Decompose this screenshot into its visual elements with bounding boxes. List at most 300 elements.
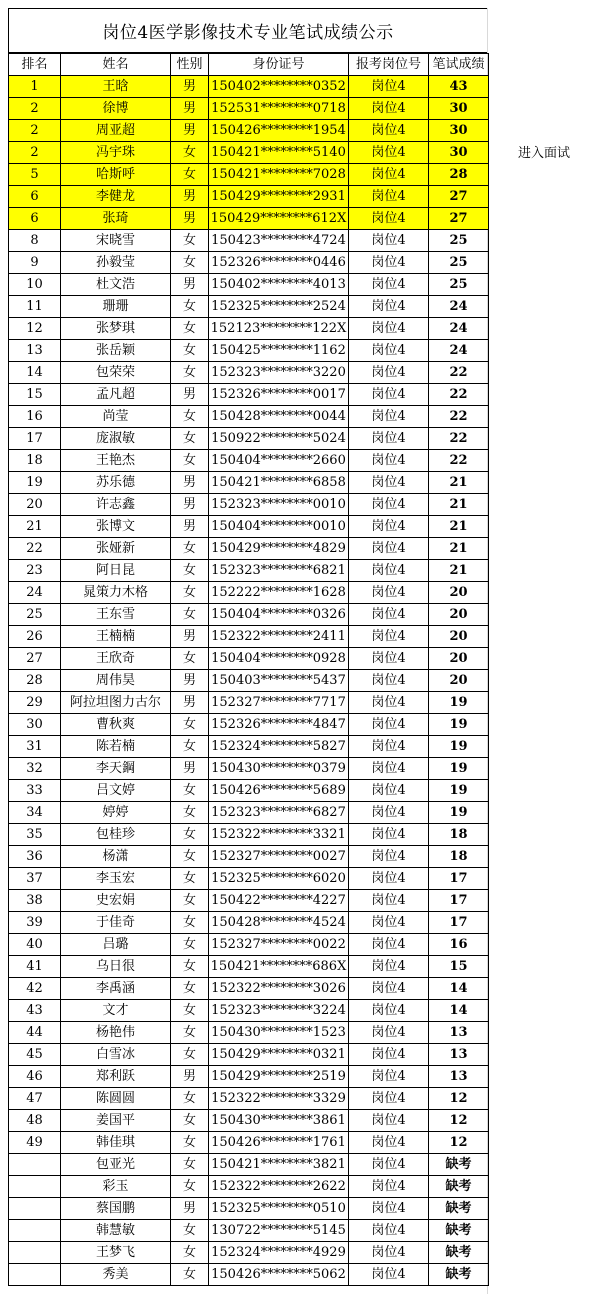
cell-gender[interactable]: 女 [171,956,209,978]
cell-post[interactable]: 岗位4 [349,1066,429,1088]
cell-post[interactable]: 岗位4 [349,142,429,164]
cell-gender[interactable]: 女 [171,1022,209,1044]
cell-score[interactable]: 17 [429,868,489,890]
cell-rank[interactable]: 2 [9,120,61,142]
cell-gender[interactable]: 女 [171,780,209,802]
cell-rank[interactable]: 9 [9,252,61,274]
cell-name[interactable]: 珊珊 [61,296,171,318]
cell-post[interactable]: 岗位4 [349,76,429,98]
cell-id-number[interactable]: 150404********0928 [209,648,349,670]
cell-id-number[interactable]: 150429********0321 [209,1044,349,1066]
cell-score[interactable]: 30 [429,142,489,164]
cell-gender[interactable]: 女 [171,824,209,846]
cell-id-number[interactable]: 152327********0027 [209,846,349,868]
cell-post[interactable]: 岗位4 [349,296,429,318]
cell-id-number[interactable]: 152325********2524 [209,296,349,318]
cell-gender[interactable]: 女 [171,1176,209,1198]
cell-id-number[interactable]: 150421********7028 [209,164,349,186]
cell-score[interactable]: 24 [429,340,489,362]
cell-post[interactable]: 岗位4 [349,802,429,824]
cell-post[interactable]: 岗位4 [349,450,429,472]
cell-score[interactable]: 22 [429,384,489,406]
cell-post[interactable]: 岗位4 [349,780,429,802]
cell-score[interactable]: 缺考 [429,1198,489,1220]
cell-post[interactable]: 岗位4 [349,164,429,186]
cell-rank[interactable]: 38 [9,890,61,912]
cell-id-number[interactable]: 150922********5024 [209,428,349,450]
cell-gender[interactable]: 女 [171,934,209,956]
cell-post[interactable]: 岗位4 [349,1154,429,1176]
cell-rank[interactable] [9,1264,61,1286]
cell-gender[interactable]: 女 [171,252,209,274]
header-name[interactable]: 姓名 [61,54,171,76]
cell-gender[interactable]: 男 [171,516,209,538]
cell-gender[interactable]: 女 [171,1154,209,1176]
cell-id-number[interactable]: 152325********6020 [209,868,349,890]
cell-score[interactable]: 22 [429,406,489,428]
cell-score[interactable]: 16 [429,934,489,956]
cell-score[interactable]: 14 [429,1000,489,1022]
cell-post[interactable]: 岗位4 [349,1242,429,1264]
cell-gender[interactable]: 女 [171,868,209,890]
cell-post[interactable]: 岗位4 [349,1000,429,1022]
cell-post[interactable]: 岗位4 [349,978,429,1000]
cell-name[interactable]: 阿日昆 [61,560,171,582]
cell-score[interactable]: 14 [429,978,489,1000]
cell-gender[interactable]: 男 [171,758,209,780]
cell-post[interactable]: 岗位4 [349,648,429,670]
cell-post[interactable]: 岗位4 [349,98,429,120]
cell-post[interactable]: 岗位4 [349,538,429,560]
cell-post[interactable]: 岗位4 [349,406,429,428]
cell-id-number[interactable]: 150430********0379 [209,758,349,780]
cell-score[interactable]: 24 [429,318,489,340]
cell-name[interactable]: 杜文浩 [61,274,171,296]
cell-rank[interactable]: 47 [9,1088,61,1110]
header-id-number[interactable]: 身份证号 [209,54,349,76]
header-post[interactable]: 报考岗位号 [349,54,429,76]
cell-rank[interactable]: 11 [9,296,61,318]
cell-rank[interactable]: 34 [9,802,61,824]
cell-gender[interactable]: 女 [171,450,209,472]
cell-name[interactable]: 李天鋼 [61,758,171,780]
cell-id-number[interactable]: 150426********1761 [209,1132,349,1154]
cell-id-number[interactable]: 150403********5437 [209,670,349,692]
cell-score[interactable]: 19 [429,802,489,824]
cell-id-number[interactable]: 150429********2931 [209,186,349,208]
cell-score[interactable]: 13 [429,1044,489,1066]
cell-id-number[interactable]: 150422********4227 [209,890,349,912]
cell-rank[interactable]: 8 [9,230,61,252]
cell-rank[interactable]: 2 [9,98,61,120]
cell-name[interactable]: 李禹涵 [61,978,171,1000]
cell-gender[interactable]: 男 [171,472,209,494]
cell-rank[interactable]: 10 [9,274,61,296]
cell-score[interactable]: 22 [429,428,489,450]
cell-name[interactable]: 张岳颖 [61,340,171,362]
cell-gender[interactable]: 女 [171,362,209,384]
cell-rank[interactable]: 16 [9,406,61,428]
cell-rank[interactable]: 39 [9,912,61,934]
cell-score[interactable]: 19 [429,714,489,736]
cell-post[interactable]: 岗位4 [349,604,429,626]
cell-score[interactable]: 43 [429,76,489,98]
cell-gender[interactable]: 男 [171,384,209,406]
cell-id-number[interactable]: 152324********4929 [209,1242,349,1264]
cell-gender[interactable]: 男 [171,76,209,98]
cell-name[interactable]: 庞淑敏 [61,428,171,450]
cell-id-number[interactable]: 152327********7717 [209,692,349,714]
cell-post[interactable]: 岗位4 [349,582,429,604]
cell-post[interactable]: 岗位4 [349,274,429,296]
cell-rank[interactable]: 20 [9,494,61,516]
cell-gender[interactable]: 女 [171,714,209,736]
cell-rank[interactable]: 18 [9,450,61,472]
cell-score[interactable]: 19 [429,758,489,780]
cell-gender[interactable]: 女 [171,1110,209,1132]
cell-name[interactable]: 王东雪 [61,604,171,626]
cell-rank[interactable]: 31 [9,736,61,758]
cell-post[interactable]: 岗位4 [349,1220,429,1242]
cell-score[interactable]: 18 [429,824,489,846]
cell-name[interactable]: 郑利跃 [61,1066,171,1088]
cell-name[interactable]: 苏乐德 [61,472,171,494]
cell-score[interactable]: 19 [429,780,489,802]
cell-post[interactable]: 岗位4 [349,318,429,340]
cell-id-number[interactable]: 150421********686X [209,956,349,978]
cell-rank[interactable]: 40 [9,934,61,956]
cell-rank[interactable]: 24 [9,582,61,604]
cell-rank[interactable] [9,1220,61,1242]
cell-id-number[interactable]: 150429********2519 [209,1066,349,1088]
cell-id-number[interactable]: 152323********3224 [209,1000,349,1022]
cell-gender[interactable]: 男 [171,274,209,296]
cell-id-number[interactable]: 152323********6827 [209,802,349,824]
cell-name[interactable]: 张娅新 [61,538,171,560]
cell-name[interactable]: 史宏娟 [61,890,171,912]
cell-gender[interactable]: 男 [171,98,209,120]
cell-gender[interactable]: 女 [171,978,209,1000]
cell-name[interactable]: 杨艳伟 [61,1022,171,1044]
cell-score[interactable]: 13 [429,1022,489,1044]
cell-rank[interactable]: 41 [9,956,61,978]
cell-rank[interactable]: 6 [9,208,61,230]
cell-rank[interactable]: 43 [9,1000,61,1022]
cell-id-number[interactable]: 152322********2411 [209,626,349,648]
header-gender[interactable]: 性别 [171,54,209,76]
cell-rank[interactable]: 5 [9,164,61,186]
cell-rank[interactable]: 26 [9,626,61,648]
cell-id-number[interactable]: 150426********1954 [209,120,349,142]
cell-id-number[interactable]: 152123********122X [209,318,349,340]
cell-id-number[interactable]: 152322********3321 [209,824,349,846]
cell-post[interactable]: 岗位4 [349,846,429,868]
cell-id-number[interactable]: 150402********4013 [209,274,349,296]
cell-gender[interactable]: 女 [171,164,209,186]
cell-name[interactable]: 蔡国鹏 [61,1198,171,1220]
cell-score[interactable]: 27 [429,208,489,230]
cell-name[interactable]: 尚莹 [61,406,171,428]
cell-score[interactable]: 21 [429,538,489,560]
cell-name[interactable]: 王晗 [61,76,171,98]
cell-name[interactable]: 乌日很 [61,956,171,978]
cell-name[interactable]: 白雪冰 [61,1044,171,1066]
cell-post[interactable]: 岗位4 [349,472,429,494]
cell-gender[interactable]: 女 [171,1132,209,1154]
cell-gender[interactable]: 男 [171,670,209,692]
cell-name[interactable]: 晁策力木格 [61,582,171,604]
cell-score[interactable]: 22 [429,362,489,384]
cell-gender[interactable]: 女 [171,846,209,868]
cell-gender[interactable]: 女 [171,802,209,824]
cell-score[interactable]: 20 [429,670,489,692]
cell-rank[interactable]: 25 [9,604,61,626]
cell-score[interactable]: 缺考 [429,1176,489,1198]
cell-name[interactable]: 包荣荣 [61,362,171,384]
cell-gender[interactable]: 女 [171,230,209,252]
cell-name[interactable]: 周伟昊 [61,670,171,692]
cell-name[interactable]: 孟凡超 [61,384,171,406]
cell-id-number[interactable]: 150429********612X [209,208,349,230]
cell-name[interactable]: 王欣奇 [61,648,171,670]
cell-rank[interactable]: 30 [9,714,61,736]
cell-post[interactable]: 岗位4 [349,1022,429,1044]
cell-score[interactable]: 18 [429,846,489,868]
cell-gender[interactable]: 男 [171,692,209,714]
cell-rank[interactable]: 32 [9,758,61,780]
cell-name[interactable]: 姜国平 [61,1110,171,1132]
cell-name[interactable]: 陈圆圆 [61,1088,171,1110]
cell-gender[interactable]: 男 [171,208,209,230]
cell-id-number[interactable]: 150429********4829 [209,538,349,560]
cell-post[interactable]: 岗位4 [349,670,429,692]
cell-name[interactable]: 曹秋爽 [61,714,171,736]
cell-id-number[interactable]: 150402********0352 [209,76,349,98]
cell-name[interactable]: 文才 [61,1000,171,1022]
cell-id-number[interactable]: 150404********0010 [209,516,349,538]
cell-id-number[interactable]: 150404********0326 [209,604,349,626]
header-score[interactable]: 笔试成绩 [429,54,489,76]
cell-score[interactable]: 21 [429,516,489,538]
cell-score[interactable]: 22 [429,450,489,472]
cell-rank[interactable]: 36 [9,846,61,868]
cell-gender[interactable]: 男 [171,1066,209,1088]
cell-name[interactable]: 韩慧敏 [61,1220,171,1242]
cell-id-number[interactable]: 152322********3329 [209,1088,349,1110]
cell-name[interactable]: 张博文 [61,516,171,538]
cell-rank[interactable]: 6 [9,186,61,208]
cell-post[interactable]: 岗位4 [349,186,429,208]
cell-rank[interactable]: 23 [9,560,61,582]
cell-rank[interactable]: 14 [9,362,61,384]
cell-name[interactable]: 于佳奇 [61,912,171,934]
cell-gender[interactable]: 女 [171,1242,209,1264]
cell-gender[interactable]: 男 [171,1198,209,1220]
cell-rank[interactable]: 49 [9,1132,61,1154]
cell-post[interactable]: 岗位4 [349,362,429,384]
cell-rank[interactable] [9,1176,61,1198]
cell-id-number[interactable]: 152324********5827 [209,736,349,758]
cell-score[interactable]: 28 [429,164,489,186]
cell-rank[interactable]: 22 [9,538,61,560]
cell-gender[interactable]: 女 [171,1088,209,1110]
cell-score[interactable]: 20 [429,582,489,604]
cell-id-number[interactable]: 152326********0446 [209,252,349,274]
cell-post[interactable]: 岗位4 [349,1264,429,1286]
cell-score[interactable]: 缺考 [429,1242,489,1264]
cell-post[interactable]: 岗位4 [349,714,429,736]
cell-gender[interactable]: 女 [171,1264,209,1286]
cell-name[interactable]: 张梦琪 [61,318,171,340]
cell-score[interactable]: 19 [429,692,489,714]
cell-id-number[interactable]: 152322********3026 [209,978,349,1000]
cell-id-number[interactable]: 152323********0010 [209,494,349,516]
cell-id-number[interactable]: 152222********1628 [209,582,349,604]
cell-rank[interactable]: 28 [9,670,61,692]
cell-score[interactable]: 12 [429,1132,489,1154]
cell-name[interactable]: 韩佳琪 [61,1132,171,1154]
cell-gender[interactable]: 女 [171,142,209,164]
cell-id-number[interactable]: 150430********1523 [209,1022,349,1044]
cell-score[interactable]: 12 [429,1110,489,1132]
cell-id-number[interactable]: 152326********0017 [209,384,349,406]
cell-post[interactable]: 岗位4 [349,1110,429,1132]
cell-name[interactable]: 陈若楠 [61,736,171,758]
cell-score[interactable]: 17 [429,912,489,934]
cell-name[interactable]: 张琦 [61,208,171,230]
cell-gender[interactable]: 男 [171,120,209,142]
cell-name[interactable]: 吕璐 [61,934,171,956]
cell-name[interactable]: 冯宇珠 [61,142,171,164]
cell-id-number[interactable]: 150428********0044 [209,406,349,428]
cell-post[interactable]: 岗位4 [349,890,429,912]
cell-score[interactable]: 19 [429,736,489,758]
cell-rank[interactable]: 44 [9,1022,61,1044]
cell-id-number[interactable]: 150421********5140 [209,142,349,164]
cell-name[interactable]: 王楠楠 [61,626,171,648]
cell-score[interactable]: 30 [429,98,489,120]
cell-gender[interactable]: 女 [171,1220,209,1242]
cell-rank[interactable] [9,1242,61,1264]
cell-name[interactable]: 彩玉 [61,1176,171,1198]
cell-score[interactable]: 20 [429,648,489,670]
cell-gender[interactable]: 女 [171,912,209,934]
cell-name[interactable]: 吕文婷 [61,780,171,802]
cell-post[interactable]: 岗位4 [349,516,429,538]
cell-gender[interactable]: 男 [171,494,209,516]
cell-post[interactable]: 岗位4 [349,428,429,450]
cell-rank[interactable]: 35 [9,824,61,846]
cell-post[interactable]: 岗位4 [349,340,429,362]
cell-gender[interactable]: 男 [171,626,209,648]
cell-score[interactable]: 15 [429,956,489,978]
cell-post[interactable]: 岗位4 [349,208,429,230]
cell-gender[interactable]: 女 [171,604,209,626]
cell-score[interactable]: 缺考 [429,1264,489,1286]
cell-gender[interactable]: 女 [171,582,209,604]
cell-name[interactable]: 宋晓雪 [61,230,171,252]
cell-gender[interactable]: 女 [171,736,209,758]
cell-score[interactable]: 17 [429,890,489,912]
cell-id-number[interactable]: 152327********0022 [209,934,349,956]
header-rank[interactable]: 排名 [9,54,61,76]
cell-id-number[interactable]: 152322********2622 [209,1176,349,1198]
cell-score[interactable]: 21 [429,472,489,494]
cell-post[interactable]: 岗位4 [349,824,429,846]
cell-rank[interactable]: 12 [9,318,61,340]
cell-post[interactable]: 岗位4 [349,120,429,142]
cell-post[interactable]: 岗位4 [349,626,429,648]
cell-name[interactable]: 李玉宏 [61,868,171,890]
cell-post[interactable]: 岗位4 [349,1176,429,1198]
cell-rank[interactable]: 42 [9,978,61,1000]
cell-rank[interactable]: 1 [9,76,61,98]
cell-post[interactable]: 岗位4 [349,956,429,978]
cell-score[interactable]: 20 [429,626,489,648]
cell-score[interactable]: 27 [429,186,489,208]
cell-name[interactable]: 王梦飞 [61,1242,171,1264]
cell-id-number[interactable]: 150426********5062 [209,1264,349,1286]
cell-score[interactable]: 24 [429,296,489,318]
cell-score[interactable]: 缺考 [429,1220,489,1242]
cell-id-number[interactable]: 152323********6821 [209,560,349,582]
cell-id-number[interactable]: 150430********3861 [209,1110,349,1132]
cell-gender[interactable]: 女 [171,890,209,912]
cell-name[interactable]: 婷婷 [61,802,171,824]
cell-post[interactable]: 岗位4 [349,934,429,956]
cell-rank[interactable]: 19 [9,472,61,494]
cell-post[interactable]: 岗位4 [349,1088,429,1110]
cell-gender[interactable]: 女 [171,428,209,450]
cell-rank[interactable] [9,1198,61,1220]
cell-rank[interactable] [9,1154,61,1176]
cell-rank[interactable]: 45 [9,1044,61,1066]
cell-gender[interactable]: 女 [171,318,209,340]
cell-post[interactable]: 岗位4 [349,736,429,758]
cell-score[interactable]: 20 [429,604,489,626]
cell-name[interactable]: 哈斯呼 [61,164,171,186]
cell-id-number[interactable]: 150421********3821 [209,1154,349,1176]
cell-id-number[interactable]: 150428********4524 [209,912,349,934]
cell-id-number[interactable]: 152323********3220 [209,362,349,384]
cell-rank[interactable]: 29 [9,692,61,714]
cell-score[interactable]: 21 [429,560,489,582]
cell-post[interactable]: 岗位4 [349,560,429,582]
cell-name[interactable]: 阿拉坦图力古尔 [61,692,171,714]
cell-rank[interactable]: 46 [9,1066,61,1088]
cell-name[interactable]: 许志鑫 [61,494,171,516]
cell-id-number[interactable]: 150421********6858 [209,472,349,494]
cell-id-number[interactable]: 152326********4847 [209,714,349,736]
cell-post[interactable]: 岗位4 [349,252,429,274]
cell-rank[interactable]: 2 [9,142,61,164]
cell-post[interactable]: 岗位4 [349,1132,429,1154]
cell-score[interactable]: 25 [429,252,489,274]
cell-id-number[interactable]: 150404********2660 [209,450,349,472]
cell-rank[interactable]: 21 [9,516,61,538]
cell-post[interactable]: 岗位4 [349,494,429,516]
cell-score[interactable]: 13 [429,1066,489,1088]
cell-post[interactable]: 岗位4 [349,230,429,252]
cell-score[interactable]: 12 [429,1088,489,1110]
cell-post[interactable]: 岗位4 [349,692,429,714]
cell-gender[interactable]: 男 [171,186,209,208]
cell-gender[interactable]: 女 [171,538,209,560]
cell-score[interactable]: 21 [429,494,489,516]
cell-name[interactable]: 秀美 [61,1264,171,1286]
cell-name[interactable]: 王艳杰 [61,450,171,472]
cell-score[interactable]: 缺考 [429,1154,489,1176]
